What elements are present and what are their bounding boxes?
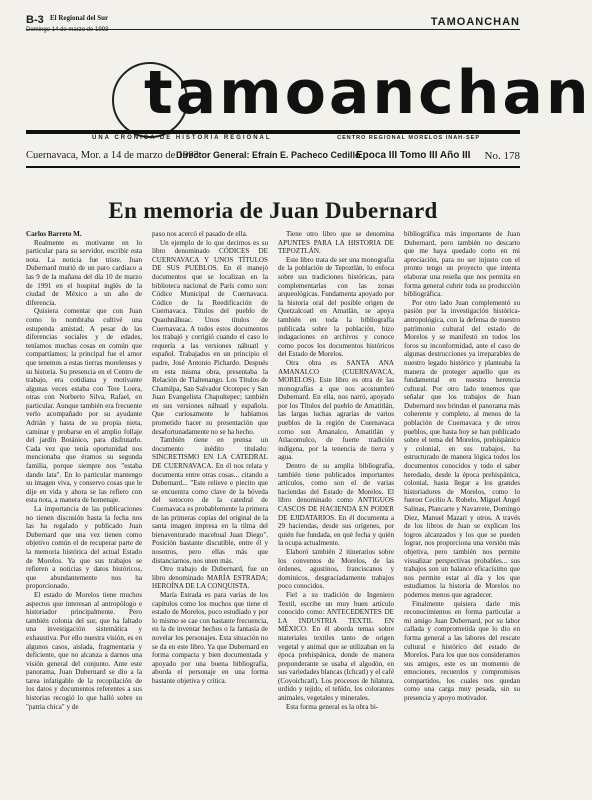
paragraph: Otra obra es SANTA ANA AMANALCO (CUERNAVACA, MORELOS). Este libro es otra de las monografías a que nos acostumbró Dubernard. En ella, nos narró, apoyado por los Títulos del pueblo de Amatitlán, las largas luchas agrarias de varios pueblos de la región de Cuernavaca como son Amanalco, Amatitlán y Atlacomulco, de fuerte tradición indígena, por la tenencia de tierra y agua.: [278, 358, 394, 462]
article-author: Carlos Barreto M.: [26, 230, 82, 238]
paragraph: paso nos acercó el pasado de ella.: [152, 230, 248, 238]
page-folio: B-3: [26, 14, 44, 26]
masthead-title: tamoanchan: [144, 58, 592, 128]
paragraph: Otro trabajo de Dubernard, fue un libro denominado MARÍA ESTRADA; HEROÍNA DE LA CONQUISTA.: [152, 565, 268, 591]
paragraph: Este libro trata de ser una monografía de la población de Tepoztlán, lo enfoca sobre sus tradiciones históricas, para complementarlas con las zonas arqueológicas. Fundamenta apoyado por la historia oral del posible origen de Quetzalcoatl en Amatlán, se apoya también en toda la bibliografía publicada sobre la población, hizo indagaciones en archivos y conoce como pocos los documentos históricos del Estado de Morelos.: [278, 255, 394, 359]
paragraph: La importancia de las publicaciones no tienen discusión hasta la fecha nos las ha regalado y publicado Juan Dubernard que una vez tienen como objetivo común el de recuperar parte de la memoria histórica del actual Estado de Morelos. Ya que sus trabajos se refieren a noticias y datos históricos, que abundantemente nos ha proporcionado.: [26, 505, 142, 591]
paragraph: Por otro lado Juan complementó su pasión por la investigación histórica-antropológica, con la defensa de nuestro patrimonio cultural del estado de Morelos y se manifestó en todos los foros su inconformidad, ante el caso de algunas destrucciones ya irreparables de nuestro legado histórico y planteaba la manera de proteger aquello que es fundamental en nuestra herencia cultural. Por otro lado tenemos que señalar que los trabajos de Juan Dubernard nos brindan el panorama más coherente y completo, al menos de la población de Cuernavaca y de otros pueblos, que hasta hoy se han publicado sobre el tema del Morelos, prehispánico y colonial, en sus trabajos, ha estructurado de manera lógica todos los documentos conocidos y todo el saber heredado, desde la época prehispánica, colonial, hasta llegar a los grandes historiadores de Morelos, como lo fueron Cecilio A. Robelo, Miguel Ángel Salinas, Plancarte y Navarrete, Domingo Diez, Manuel Mazari y otros. A través de los libros de Juan se explican los logros alcanzados y los que se pueden lograr, nos proporciona una versión más objetiva, pero también nos permite visualizar perspectivas probables... sus trabajos son un balance eficacísimo que nos permite estar al día y los que estudiamos la historia de Morelos no podemos menos que agradecer.: [404, 298, 520, 599]
paragraph: Finalmente quisiera darle mis reconocimientos en forma particular a mi amigo Juan Dubernard, por su labor callada y comprometida que lo dio en forma general a las labores del rescate cultural e histórico del estado de Morelos. Para los que nos consideramos sus amigos, este es un momento de emociones, recuerdos y compromisos compartidos, los cuales nos quedan como una carga muy pesada, sin su presencia y apoyo motivador.: [404, 599, 520, 703]
article-body: [26, 230, 520, 790]
column-2: [152, 230, 268, 790]
section-name: TAMOANCHAN: [430, 16, 520, 28]
newspaper-date: Domingo 14 de marzo de 1993: [26, 27, 109, 33]
paragraph: bibliográfica más importante de Juan Dubernard, pero también no descarto que me haya quedado corto en mi apreciación, para no ser injusto con el pronto tengo un proyecto que intenta elaborar una reseña que nos permita en forma general cubrir toda su producción bibliográfica.: [404, 230, 520, 299]
place-date: Cuernavaca, Mor. a 14 de marzo de 1993: [26, 150, 199, 161]
page-header: [26, 14, 520, 54]
paragraph: Esta forma general es la obra bi-: [286, 702, 379, 711]
paragraph: Tiene otro libro que se denomina APUNTES PARA LA HISTORIA DE TEPOZTLÁN.: [278, 230, 394, 256]
paragraph: El estado de Morelos tiene muchos aspectos que interesan al antropólogo e historiador principalmente. Pero también colonia del sur, que ha faltado una investigación sistemática y exhaustiva. Por ello nuestra visión, es en algunos casos, aislada, fragmentaria y deficiente, que no alcanza a darnos una visión general del conjunto. Ante este panorama, Juan Dubernard se dio a la tarea infatigable de la recopilación de los datos y documentos referentes a sus historias recogió lo que halló sobre su "patria chica" y de: [26, 590, 142, 711]
paragraph: Dentro de su amplia bibliografía, también tiene publicados importantes artículos, como son el de varias haciendas del Estado de Morelos. El libro denominado como ANTIGUOS CASCOS DE HACIENDA EN PODER DE EJIDATARIOS. En él documenta a 29 haciendas, desde sus orígenes, por quién fue fundada, en qué fecha y quién la ocupa actualmente.: [278, 462, 394, 548]
masthead: [26, 58, 592, 158]
issue-volume: Epoca III Tomo III Año III: [356, 150, 471, 161]
column-3: [278, 230, 394, 790]
paragraph: María Estrada es para varias de los capítulos como los muchos que tiene el estado de Morelos, poco estudiado y por lo mismo se cae con bastante frecuencia, en la de inventar hechos o la fantasía de novelar los personajes. Esta situación no se da en este libro. Ya que Dubernard en forma compacta y bien documentada y apoyado por una buena bibliografía, aborda el personaje en una forma bastante objetiva y crítica.: [152, 590, 268, 685]
paragraph: También tiene en prensa un documento inédito titulado: SINCRETISMO EN LA CATEDRAL DE CUERNAVACA. En él nos relata y documenta entre otras cosas... citando a Dubernard... "Este relieve e piecito que se encuentra como clave de la bóveda del sotocoro de la catedral de Cuernavaca es probablemente la primera de las primeras copias del original de la santa imagen impresa en la tilma del bienaventurado macehual Juan Diego". Posición bastante discutible, entre él y nosotros, pero ellas más que distanciarnos, nos unen más.: [152, 436, 268, 565]
paragraph: Elaboró también 2 itinerarios sobre los conventos de Morelos, de las órdenes, agustinos, franciscanos y dominicos, desgraciadamente trabajos poco conocidos.: [278, 547, 394, 591]
header-rule: [26, 29, 520, 30]
paragraph: Fiel a su tradición de Ingeniero Textil, escribe un muy buen artículo conocido como: ANTECEDENTES DE LA INDUSTRIA TEXTIL EN MÉXICO. En él aborda temas sobre materiales textiles tanto de origen vegetal y animal que se utilizaban en la época prehispánica, donde de manera preponderante se usaba el algodón, en sus variedades blancas (Ichcatl) y el café (Coyoichcatl). Los procesos de hilatura, urdido y tejido, el teñido, los colorantes animales, vegetales y minerales.: [278, 590, 394, 703]
issue-number: No. 178: [484, 150, 520, 162]
issue-info-line: [26, 150, 520, 168]
director-credit: Director General: Efraín E. Pacheco Cedillo: [176, 150, 361, 160]
article-headline: En memoria de Juan Dubernard: [108, 198, 438, 223]
paragraph: Un ejemplo de lo que decimos es su libro denominado CÓDICES DE CUERNAVACA Y UNOS TÍTULOS DE SUS PUEBLOS. En él manejó documentos que se localizan en la biblioteca nacional de París como son: Códice Municipal de Cuernavaca. Códice de la Reedificación de Cuernavaca. Títulos del pueblo de Quauhnáhuac. Unos títulos de Cuernavaca. A todos estos documentos los trabajó y corrigió cuando el caso lo requería a las versiones náhuatl y español. Trabajados en un principio el padre, José Antonio Pichardo. Después en esta misma obra, presentaba la Relación de Tlaltenango. Los Títulos de Chamilpa, San Salvador Ocotepec y San Juan Evangelista Chapultepec; también en sus versiones náhuatl y española. Que curiosamente le habíamos prometido hacer su presentación que desafortunadamente no se ha hecho.: [152, 238, 268, 436]
paragraph: Realmente es motivante en lo particular para su servidor, escribir esta nota. La noticia fue triste. Juan Dubernard murió de un paro cardiaco a las 9 de la mañana del día 10 de marzo de 1991 en el hospital inglés de la ciudad de México a un año de diferencia.: [26, 238, 142, 307]
paragraph: Quisiera comentar que con Juan como lo nombraba cultivé una estupenda amistad. A pesar de las diferencias sociales y de edades, teníamos muchas cosas en común que compartíamos; la principal fue el amor que tenemos a estas tierras morelenses y su historia. Su presencia en el Centro de trabajo, era cotidiana y motivante algunas veces estaba con Tere Loera, otras con Norberto Silva, Rafael, en particular. Aunque también era frecuente verlo acompañado por su ayudante Adrián y hasta de su propia nieta, caminar y probarse en el amplio follaje del jardín Botánico, para disfrutarlo. Cada vez que tenía oportunidad nos mencionaba que éramos su segunda familia, porque siempre nos "estaba dando lata". En lo particular mantengo su imagen viva, y conservo cosas que le dije en vida y ahora se las refiero con esta nota, a manera de homenaje.: [26, 307, 142, 505]
masthead-subtitle: UNA CRÓNICA DE HISTORIA REGIONAL: [92, 135, 272, 141]
masthead-center: CENTRO REGIONAL MORELOS INAH-SEP: [337, 135, 480, 141]
newspaper-logo: El Regional del Sur: [50, 14, 109, 22]
column-4: [404, 230, 520, 790]
column-1: [26, 230, 142, 790]
